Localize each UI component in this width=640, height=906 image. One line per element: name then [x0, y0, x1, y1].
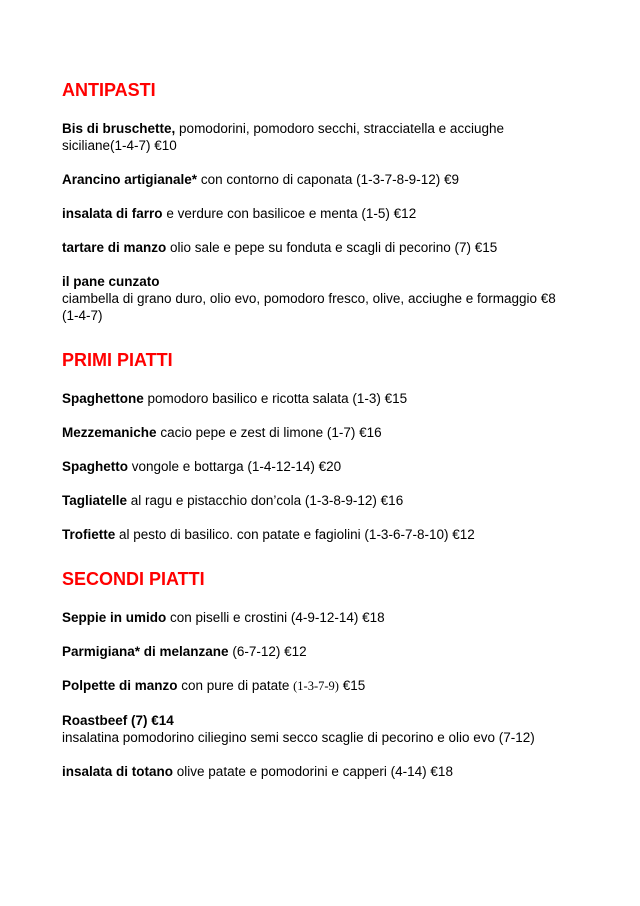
- item-desc: con piselli e crostini (4-9-12-14) €18: [170, 610, 385, 625]
- item-desc: al ragu e pistacchio don’cola (1-3-8-9-12) €16: [130, 493, 404, 508]
- item-name: Arancino artigianale*: [62, 172, 198, 187]
- item-desc: olio sale e pepe su fonduta e scagli di pecorino (7) €15: [170, 240, 498, 255]
- menu-item-trofiette: [62, 526, 556, 543]
- item-allergens-serif: (1-3-7-9): [293, 679, 339, 693]
- item-desc: (6-7-12) €12: [232, 644, 307, 659]
- item-desc: ciambella di grano duro, olio evo, pomodoro fresco, olive, acciughe e formaggio €8 (1-4-7): [62, 291, 556, 323]
- section-antipasti: [62, 80, 556, 324]
- item-desc: con pure di patate: [181, 678, 290, 693]
- item-name: Trofiette: [62, 527, 116, 542]
- item-desc: al pesto di basilico. con patate e fagiolini (1-3-6-7-8-10) €12: [119, 527, 475, 542]
- item-name: Bis di bruschette,: [62, 121, 176, 136]
- item-desc: olive patate e pomodorini e capperi (4-14) €18: [176, 764, 453, 779]
- menu-item-parmigiana-di-melanzane: [62, 643, 556, 660]
- item-desc: e verdure con basilicoe e menta (1-5) €12: [166, 206, 417, 221]
- menu-item-tagliatelle: [62, 492, 556, 509]
- item-desc: insalatina pomodorino ciliegino semi secco scaglie di pecorino e olio evo (7-12): [62, 730, 535, 745]
- item-desc: pomodoro basilico e ricotta salata (1-3) €15: [147, 391, 408, 406]
- menu-item-insalata-di-farro: [62, 205, 556, 222]
- item-name: insalata di farro: [62, 206, 163, 221]
- item-name: Parmigiana* di melanzane: [62, 644, 229, 659]
- menu-item-roastbeef: [62, 712, 556, 746]
- item-price: €15: [342, 678, 366, 693]
- menu-item-tartare-di-manzo: [62, 239, 556, 256]
- item-name: Polpette di manzo: [62, 678, 178, 693]
- menu-item-bis-di-bruschette: [62, 120, 556, 154]
- item-name: Spaghetto: [62, 459, 128, 474]
- section-title-secondi-piatti: SECONDI PIATTI: [62, 569, 205, 589]
- menu-item-mezzemaniche: [62, 424, 556, 441]
- section-secondi-piatti: [62, 569, 556, 780]
- item-desc: vongole e bottarga (1-4-12-14) €20: [131, 459, 342, 474]
- section-title-primi-piatti: PRIMI PIATTI: [62, 350, 173, 370]
- item-name: tartare di manzo: [62, 240, 167, 255]
- menu-item-il-pane-cunzato: [62, 273, 556, 324]
- menu-item-spaghetto: [62, 458, 556, 475]
- item-name: Tagliatelle: [62, 493, 128, 508]
- menu-item-arancino-artigianale: [62, 171, 556, 188]
- item-name: Spaghettone: [62, 391, 144, 406]
- item-name: Roastbeef (7) €14: [62, 713, 174, 728]
- item-name: insalata di totano: [62, 764, 174, 779]
- menu-item-spaghettone: [62, 390, 556, 407]
- item-name: il pane cunzato: [62, 274, 160, 289]
- item-desc: con contorno di caponata (1-3-7-8-9-12) €9: [200, 172, 459, 187]
- item-desc: cacio pepe e zest di limone (1-7) €16: [160, 425, 382, 440]
- item-name: Seppie in umido: [62, 610, 167, 625]
- menu-item-polpette-di-manzo: [62, 677, 556, 695]
- section-primi-piatti: [62, 350, 556, 543]
- menu-item-insalata-di-totano: [62, 763, 556, 780]
- menu-item-seppie-in-umido: [62, 609, 556, 626]
- item-desc: pomodorini, pomodoro secchi, stracciatella e acciughe siciliane(1-4-7) €10: [62, 121, 504, 153]
- item-name: Mezzemaniche: [62, 425, 157, 440]
- section-title-antipasti: ANTIPASTI: [62, 80, 156, 100]
